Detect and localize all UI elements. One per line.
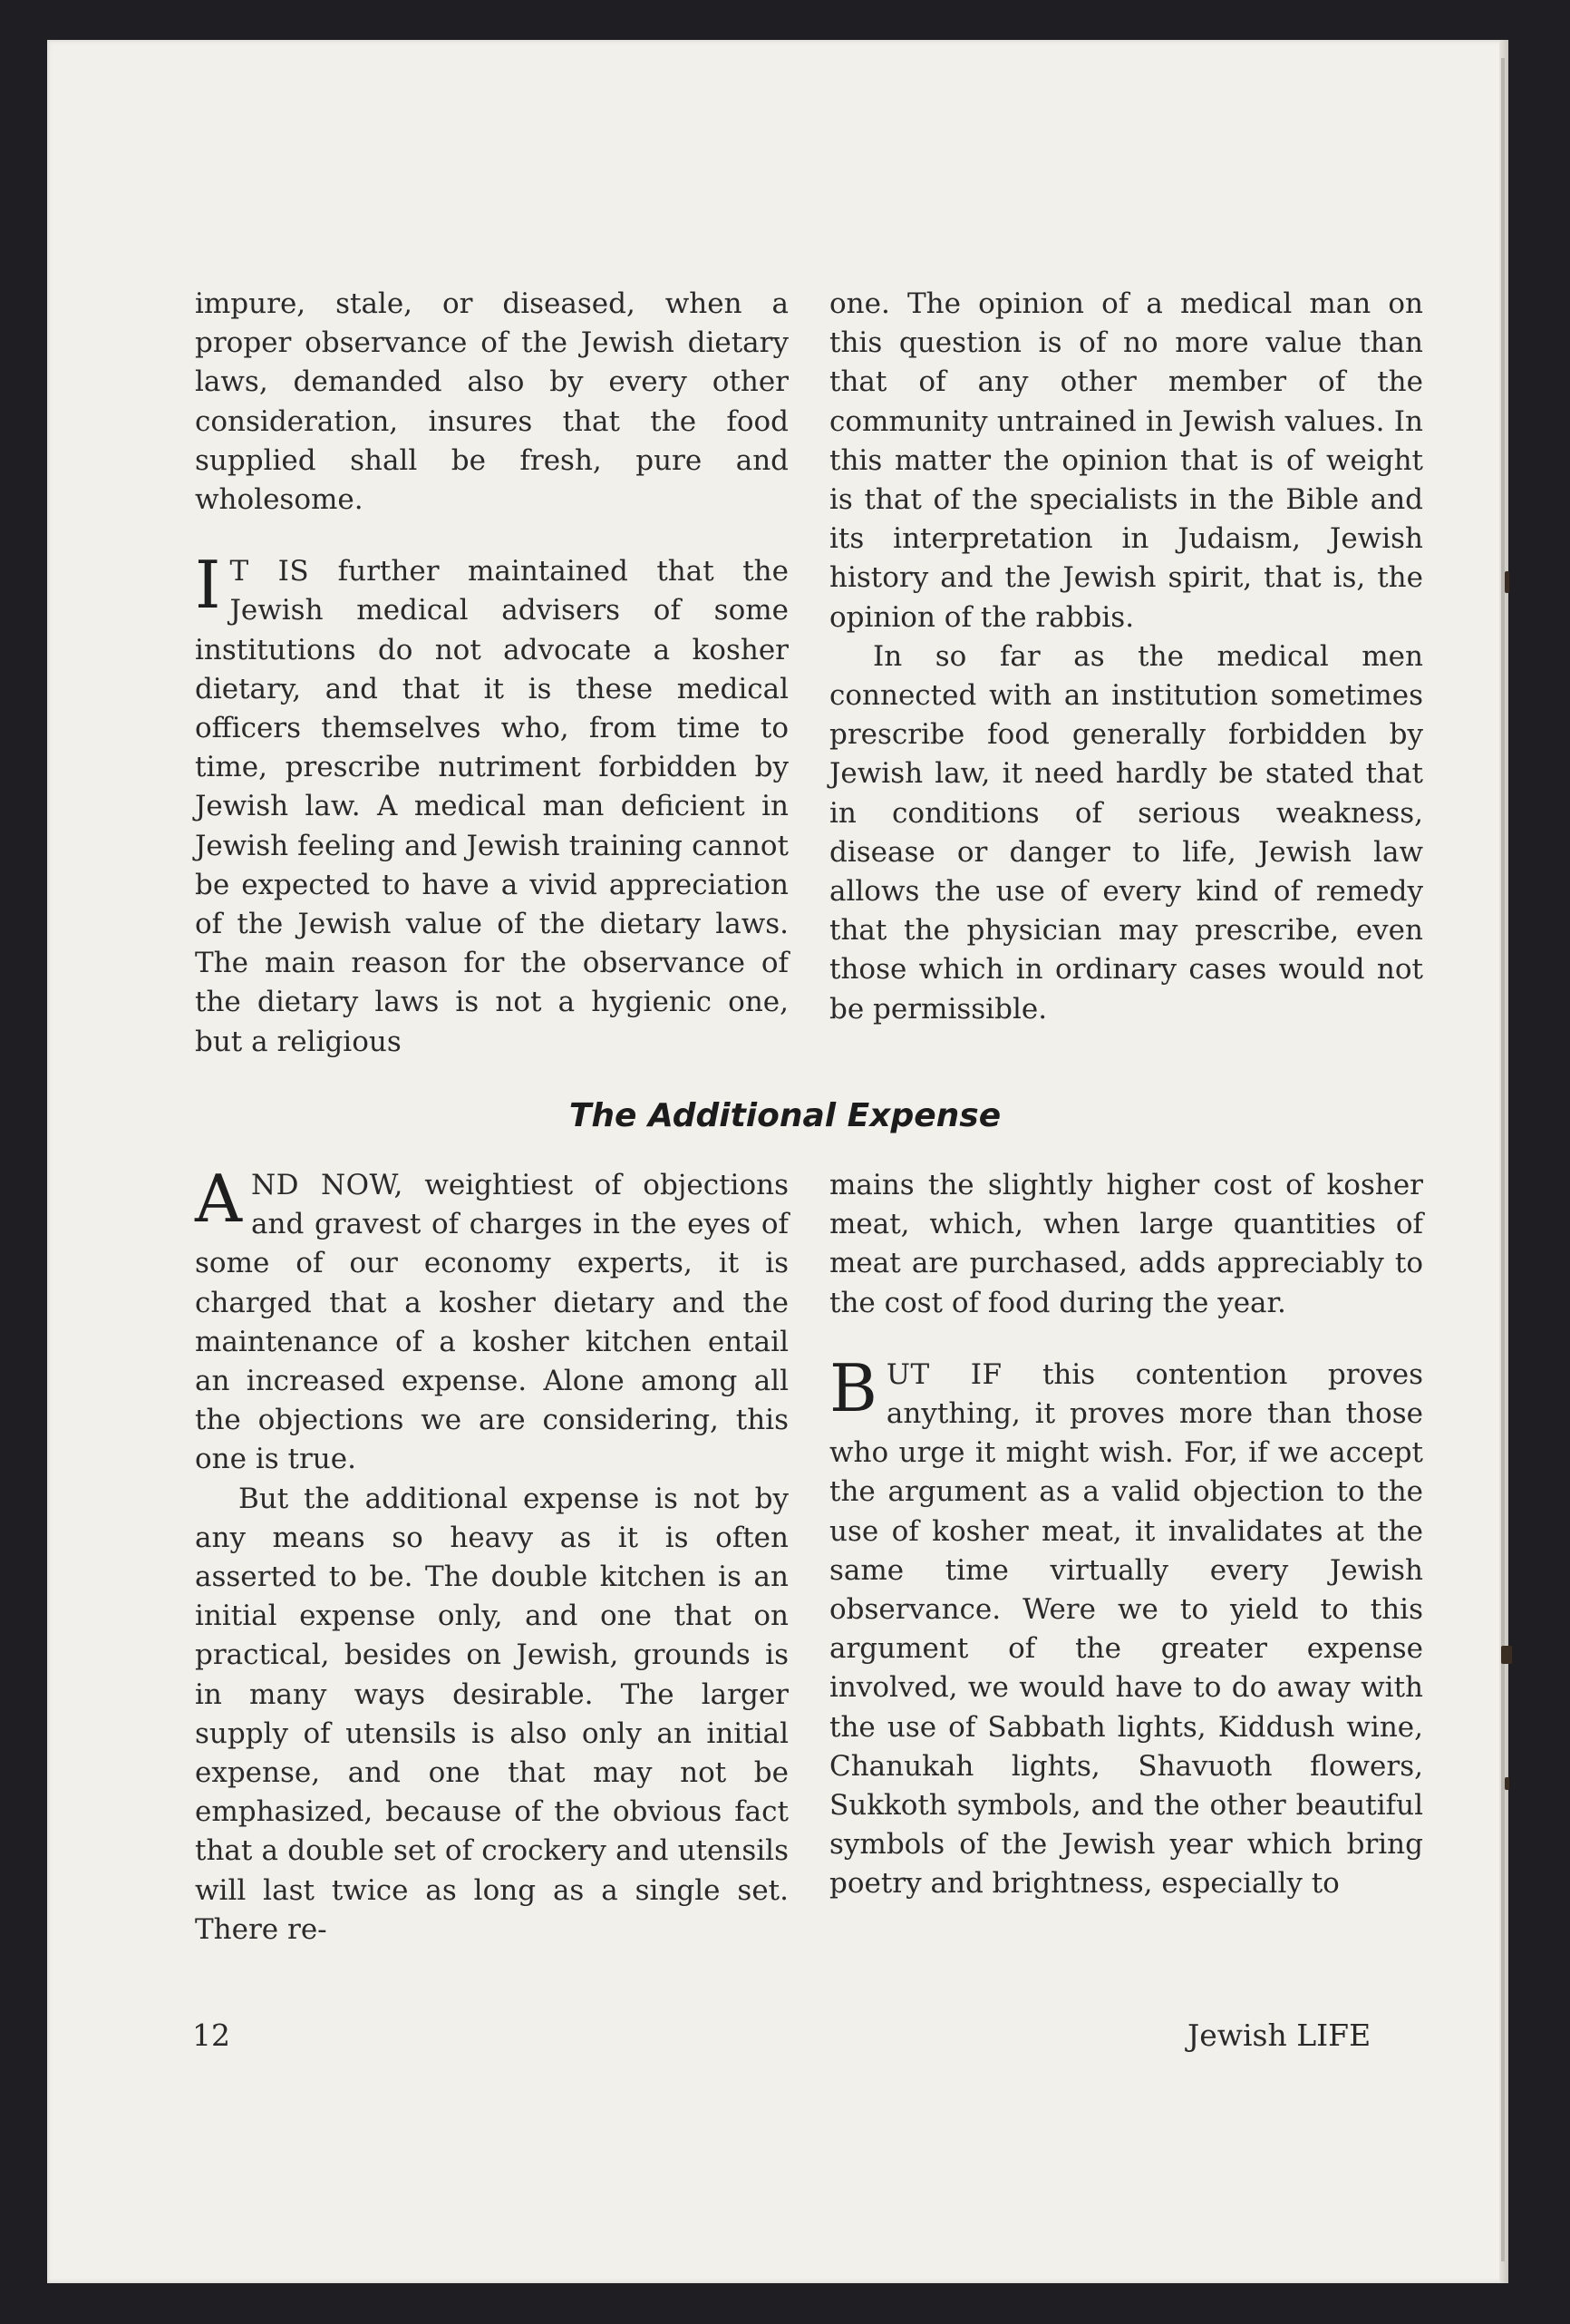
column-bottom-left	[195, 1161, 790, 1950]
section-heading: The Additional Expense	[568, 1097, 1002, 1134]
paragraph: In so far as the medical men connected with an institution sometimes prescribe food generally forbidden by Jewish law, it need hardly be stated that in conditions of serious weakness, disease or danger to life, Jewish law allows the use of every kind of remedy that the physician may prescribe, even those which in ordinary cases would not be permissible.	[829, 639, 1423, 1026]
column-top-right	[829, 285, 1423, 1029]
paragraph: But the additional expense is not by any means so heavy as it is often asserted to be. The double kitchen is an initial expense only, and one that on practical, besides on Jewish, grounds is in many ways desirable. The larger supply of utensils is also only an initial expense, and one that may not be emphasized, because of the obvious fact that a double set of crockery and utensils will last twice as long as a single set. There re-	[195, 1482, 789, 1946]
paragraph: mains the slightly higher cost of kosher meat, which, when large quantities of meat are purchased, adds appreciably to the cost of food during the year.	[829, 1169, 1423, 1319]
publication-name: Jewish LIFE	[1187, 2018, 1371, 2053]
paragraph-text: further maintained that the Jewish medical advisers of some institutions do not advocate a kosher dietary, and that it is these medical officers themselves who, from time to time, prescribe nutriment forbidden by Jewish law. A medical man deficient in Jewish feeling and Jewish training cannot be expected to have a vivid appreciation of the Jewish value of the dietary laws. The main reason for the observance of the dietary laws is not a hygienic one, but a religious	[195, 555, 789, 1058]
paragraph-text: weightiest of objections and gravest of charges in the eyes of some of our economy experts, it is charged that a kosher dietary and the maintenance of a kosher kitchen entail an increased expense. Alone among all the objections we are considering, this one is true.	[195, 1169, 790, 1476]
paragraph-and-now	[195, 1161, 790, 1480]
lead-in: T IS	[229, 555, 310, 588]
column-bottom-right	[829, 1166, 1423, 1904]
paragraph: one. The opinion of a medical man on this question is of no more value than that of any other member of the community untrained in Jewish values. In this matter the opinion that is of weight is that of the specialists in the Bible and its interpretation in Judaism, Jewish history and the Jewish spirit, that is, the opinion of the rabbis.	[829, 287, 1423, 634]
drop-cap: A	[195, 1161, 242, 1237]
paragraph: impure, stale, or diseased, when a proper observance of the Jewish dietary laws, demanded also by every other consideration, insures that the food supplied shall be fresh, pure and wholesome.	[195, 287, 789, 517]
column-top-left	[195, 285, 789, 1062]
paragraph-but-if	[829, 1349, 1423, 1904]
page-number: 12	[192, 2018, 230, 2053]
binding-mark	[1501, 1646, 1512, 1664]
binding-mark	[1505, 571, 1509, 593]
binding-spine	[1501, 58, 1505, 2261]
drop-cap: I	[195, 547, 221, 624]
lead-in: ND NOW,	[251, 1169, 403, 1201]
paragraph-text: this contention proves anything, it proves more than those who urge it might wish. For, if we accept the argument as a valid objection to the use of kosher meat, it invalidates at the same time virtually every Jewish observance. Were we to yield to this argument of the greater expense involved, we would have to do away with the use of Sabbath lights, Kiddush wine, Chanukah lights, Shavuoth flowers, Sukkoth symbols, and the other beautiful symbols of the Jewish year which bring poetry and brightness, especially to	[829, 1357, 1423, 1901]
binding-mark	[1505, 1777, 1509, 1790]
paragraph-it-is	[195, 547, 789, 1062]
drop-cap: B	[829, 1349, 877, 1426]
lead-in: UT IF	[886, 1357, 1003, 1391]
